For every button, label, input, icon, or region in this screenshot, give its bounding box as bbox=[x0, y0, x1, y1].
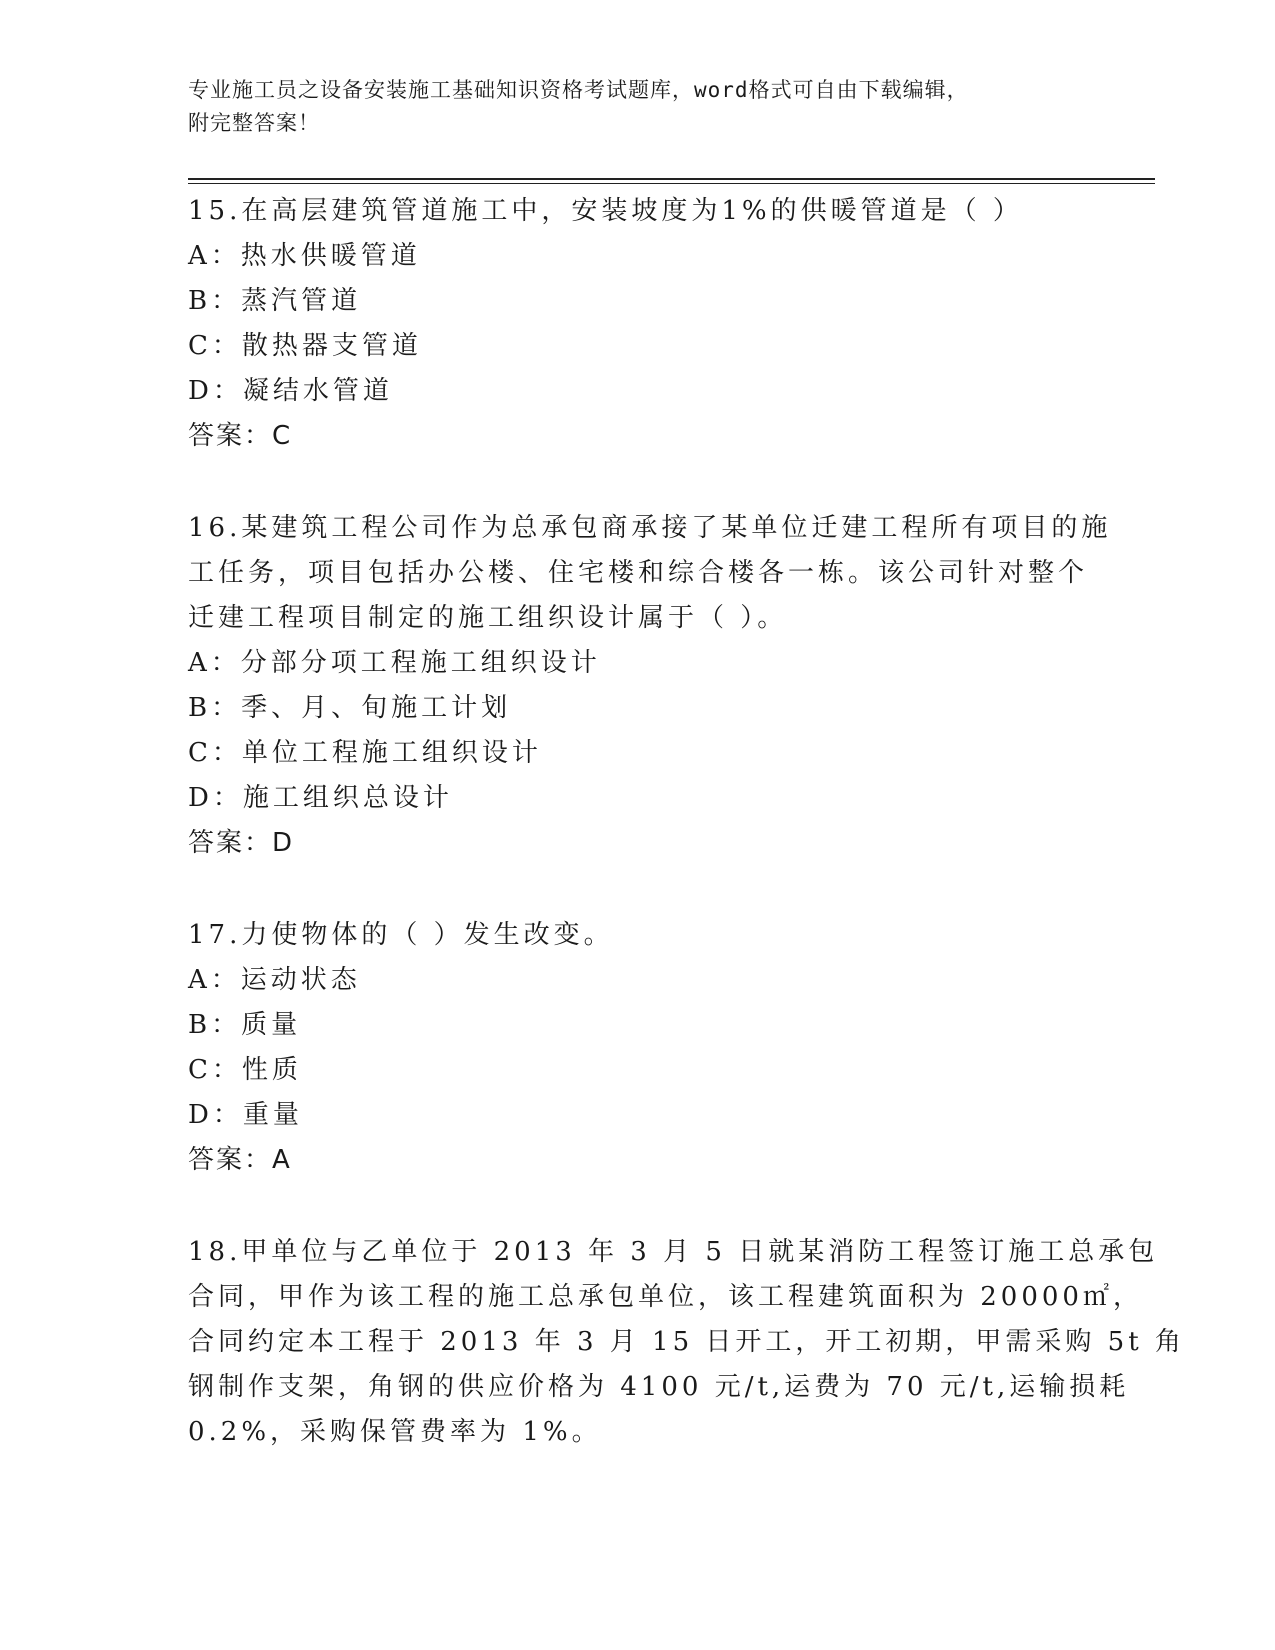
option-a: A：热水供暖管道 bbox=[188, 241, 421, 271]
question-16 bbox=[188, 506, 1112, 866]
question-17 bbox=[188, 913, 1088, 1183]
question-stem-line: 15.在高层建筑管道施工中，安装坡度为1%的供暖管道是（ ） bbox=[188, 196, 1023, 226]
question-stem-line: 0.2%，采购保管费率为 1%。 bbox=[188, 1417, 602, 1447]
option-c: C：散热器支管道 bbox=[188, 331, 422, 361]
option-b: B：季、月、旬施工计划 bbox=[188, 693, 512, 723]
question-stem-line: 18.甲单位与乙单位于 2013 年 3 月 5 日就某消防工程签订施工总承包 bbox=[188, 1237, 1159, 1267]
question-list bbox=[188, 189, 1185, 1455]
document-header bbox=[188, 74, 1088, 140]
question-stem-line: 工任务，项目包括办公楼、住宅楼和综合楼各一栋。该公司针对整个 bbox=[188, 558, 1089, 588]
option-b: B：质量 bbox=[188, 1010, 302, 1040]
header-divider-thin bbox=[188, 183, 1155, 184]
header-line-2: 附完整答案！ bbox=[188, 111, 320, 135]
question-stem-line: 钢制作支架，角钢的供应价格为 4100 元/t,运费为 70 元/t,运输损耗 bbox=[188, 1372, 1130, 1402]
question-15 bbox=[188, 189, 1088, 459]
answer: 答案：D bbox=[188, 828, 295, 858]
question-18 bbox=[188, 1230, 1185, 1455]
option-d: D：施工组织总设计 bbox=[188, 783, 453, 813]
option-a: A：运动状态 bbox=[188, 965, 361, 995]
question-stem-line: 16.某建筑工程公司作为总承包商承接了某单位迁建工程所有项目的施 bbox=[188, 513, 1112, 543]
question-stem-line: 合同，甲作为该工程的施工总承包单位，该工程建筑面积为 20000㎡， bbox=[188, 1282, 1143, 1312]
option-d: D：重量 bbox=[188, 1100, 303, 1130]
option-b: B：蒸汽管道 bbox=[188, 286, 362, 316]
question-stem-line: 合同约定本工程于 2013 年 3 月 15 日开工，开工初期，甲需采购 5t 角 bbox=[188, 1327, 1185, 1357]
header-divider-thick bbox=[188, 178, 1155, 180]
option-c: C：性质 bbox=[188, 1055, 302, 1085]
option-c: C：单位工程施工组织设计 bbox=[188, 738, 542, 768]
answer: 答案：A bbox=[188, 1145, 292, 1175]
question-stem-line: 迁建工程项目制定的施工组织设计属于（ ）。 bbox=[188, 603, 788, 633]
answer: 答案：C bbox=[188, 421, 293, 451]
question-stem-line: 17.力使物体的（ ）发生改变。 bbox=[188, 920, 614, 950]
header-line-1: 专业施工员之设备安装施工基础知识资格考试题库，word格式可自由下载编辑， bbox=[188, 78, 969, 102]
option-d: D：凝结水管道 bbox=[188, 376, 393, 406]
option-a: A：分部分项工程施工组织设计 bbox=[188, 648, 601, 678]
